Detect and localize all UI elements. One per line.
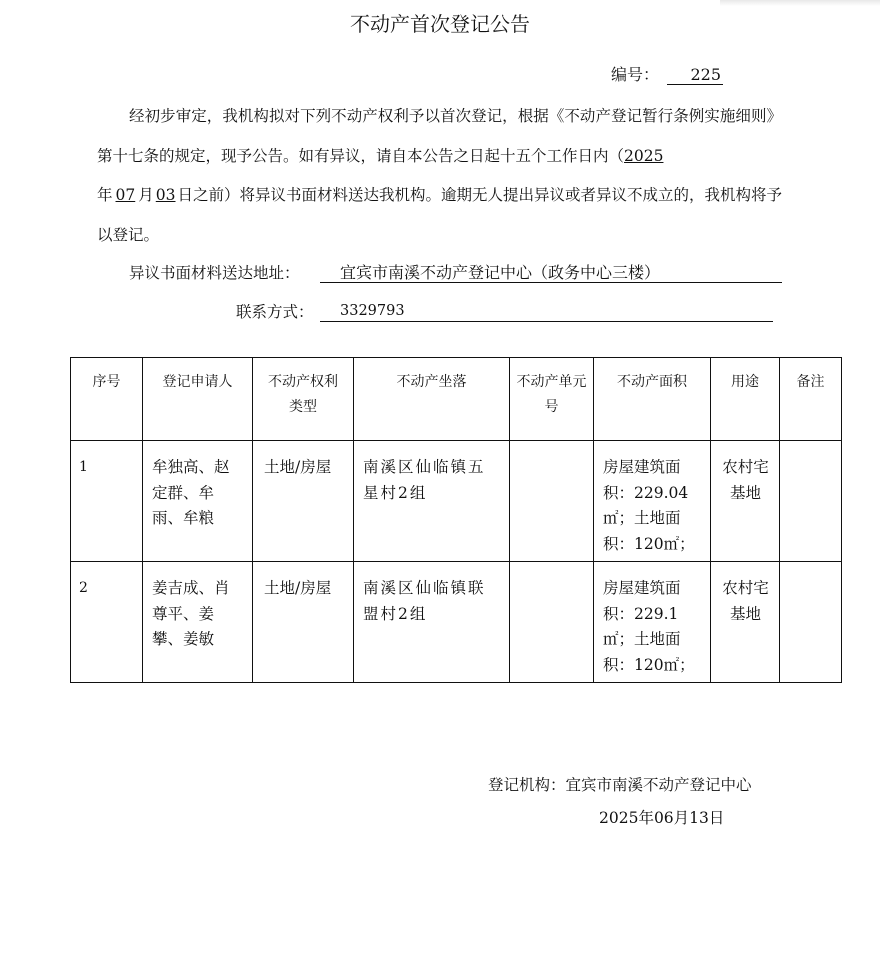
header-unit-no: 不动产单元号 xyxy=(510,358,594,441)
notice-date: 2025年06月13日 xyxy=(599,809,725,827)
cell-unit-no xyxy=(510,441,594,562)
cell-usage: 农村宅基地 xyxy=(711,441,780,562)
cell-no: 1 xyxy=(71,441,143,562)
body-part1: 经初步审定，我机构拟对下列不动产权利予以首次登记，根据《不动产登记暂行条例实施细则》第十七条的规定，现予公告。如有异议，请自本公告之日起十五个工作日内（ xyxy=(97,107,782,165)
contact-line xyxy=(236,300,314,322)
cell-remark xyxy=(780,441,842,562)
cell-right-type: 土地/房屋 xyxy=(253,562,354,683)
cell-location: 南溪区仙临镇五星村2组 xyxy=(354,441,510,562)
page-title: 不动产首次登记公告 xyxy=(350,12,530,36)
registration-table xyxy=(70,357,842,683)
cell-right-type: 土地/房屋 xyxy=(253,441,354,562)
header-area: 不动产面积 xyxy=(594,358,711,441)
deadline-year: 2025 xyxy=(624,146,664,165)
header-remark: 备注 xyxy=(780,358,842,441)
notice-body xyxy=(97,97,782,255)
cell-applicant: 牟独高、赵定群、牟雨、牟粮 xyxy=(143,441,253,562)
table-row xyxy=(71,441,842,562)
header-location: 不动产坐落 xyxy=(354,358,510,441)
cell-area: 房屋建筑面积：229.1㎡；土地面积：120㎡； xyxy=(594,562,711,683)
cell-remark xyxy=(780,562,842,683)
address-label: 异议书面材料送达地址： xyxy=(129,264,300,282)
contact-label: 联系方式： xyxy=(236,303,314,321)
notice-number xyxy=(611,62,723,85)
number-label: 编号： xyxy=(611,65,660,84)
cell-location: 南溪区仙临镇联盟村2组 xyxy=(354,562,510,683)
header-usage: 用途 xyxy=(711,358,780,441)
year-char: 年 xyxy=(97,186,113,204)
header-no: 序号 xyxy=(71,358,143,441)
window-shadow xyxy=(720,0,880,6)
month-char: 月 xyxy=(138,186,154,204)
cell-no: 2 xyxy=(71,562,143,683)
header-applicant: 登记申请人 xyxy=(143,358,253,441)
table-row xyxy=(71,562,842,683)
contact-value: 3329793 xyxy=(320,301,773,322)
cell-area: 房屋建筑面积：229.04㎡；土地面积：120㎡； xyxy=(594,441,711,562)
deadline-month: 07 xyxy=(115,186,136,204)
body-part2: 日之前）将异议书面材料送达我机构。逾期无人提出异议或者异议不成立的，我机构将予以登记。 xyxy=(97,186,783,244)
registration-organization: 登记机构：宜宾市南溪不动产登记中心 xyxy=(488,776,752,794)
cell-applicant: 姜吉成、肖尊平、姜攀、姜敏 xyxy=(143,562,253,683)
cell-usage: 农村宅基地 xyxy=(711,562,780,683)
address-value: 宜宾市南溪不动产登记中心（政务中心三楼） xyxy=(320,262,782,283)
header-right-type: 不动产权利类型 xyxy=(253,358,354,441)
deadline-day: 03 xyxy=(155,186,176,204)
address-line xyxy=(129,261,300,283)
cell-unit-no xyxy=(510,562,594,683)
table-header-row xyxy=(71,358,842,441)
number-value: 225 xyxy=(667,65,723,85)
